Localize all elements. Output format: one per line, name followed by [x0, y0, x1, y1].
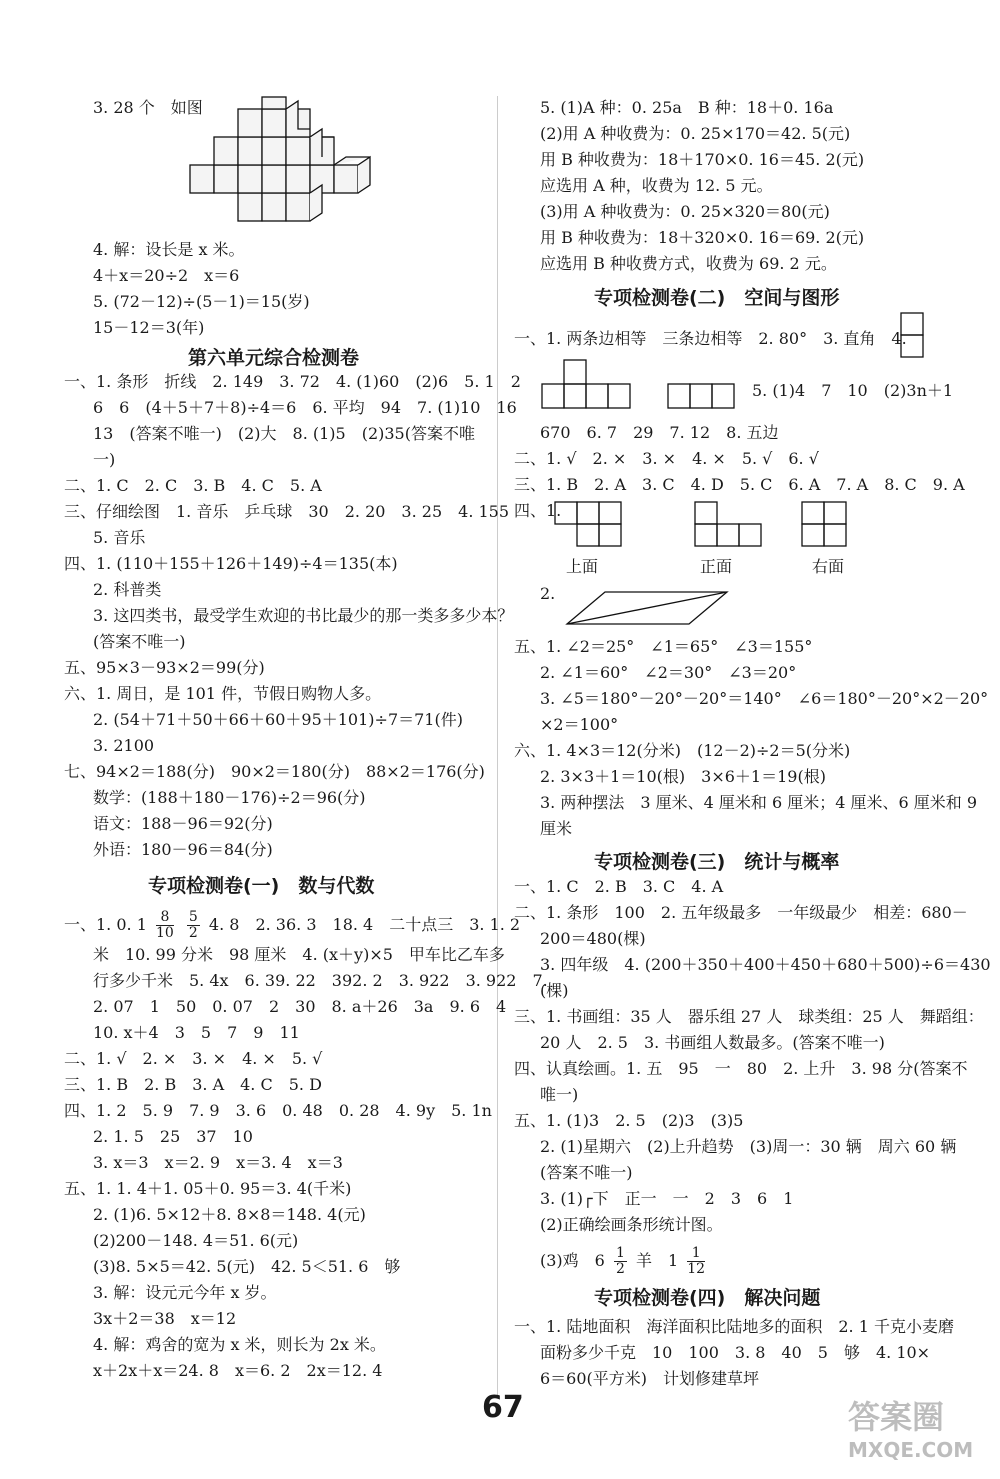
unit6-line: 六、1. 周日，是 101 件，节假日购物人多。: [64, 684, 382, 703]
section2-line: 2. 3×3＋1＝10(根) 3×6＋1＝19(根): [540, 767, 826, 786]
section3-text: (3)鸡 6: [540, 1251, 605, 1270]
section3-line: 唯一): [540, 1085, 579, 1104]
section2-line-6: 四、1.: [514, 501, 562, 520]
cube-stack-figure: [186, 95, 376, 228]
fraction-numerator: 8: [156, 910, 174, 926]
section1-line: (2)200－148. 4＝51. 6(元): [93, 1231, 299, 1250]
unit6-line: 2. 科普类: [93, 580, 162, 599]
unit6-line: 数学：(188＋180－176)÷2＝96(分): [93, 788, 366, 807]
section1-line: 2. 07 1 50 0. 07 2 30 8. a＋26 3a 9. 6 4: [93, 997, 507, 1016]
section2-line-3: 670 6. 7 29 7. 12 8. 五边: [540, 423, 779, 442]
section3-line: 一、1. C 2. B 3. C 4. A: [514, 877, 724, 896]
section1-text: 4. 8 2. 36. 3 18. 4 二十点三 3. 1. 2: [208, 915, 521, 934]
unit6-line: 5. 音乐: [93, 528, 146, 547]
section3-line: 四、认真绘画。1. 五 95 一 80 2. 上升 3. 98 分(答案不: [514, 1059, 968, 1078]
section3-line: 三、1. 书画组：35 人 器乐组 27 人 球类组：25 人 舞蹈组：: [514, 1007, 984, 1026]
section3-last-line: [540, 1246, 709, 1277]
right-top-line: (3)用 A 种收费为：0. 25×320＝80(元): [540, 202, 830, 221]
section1-line: 米 10. 99 分米 98 厘米 4. (x＋y)×5 甲车比乙车多: [93, 945, 505, 964]
unit6-line: 13 (答案不唯一) (2)大 8. (1)5 (2)35(答案不唯: [93, 424, 475, 443]
left-top-line-1: 4. 解：设长是 x 米。: [93, 240, 245, 259]
section4-title: 专项检测卷(四) 解决问题: [594, 1287, 821, 1309]
column-divider: [497, 96, 498, 1396]
view-label-top: 上面: [566, 557, 599, 576]
section3-line: 3. (1)┌下 正一 一 2 3 6 1: [540, 1189, 794, 1208]
unit6-line: 二、1. C 2. C 3. B 4. C 5. A: [64, 476, 322, 495]
fraction-denominator: 10: [155, 925, 174, 941]
fraction-denominator: 12: [687, 1261, 706, 1277]
section4-line: 面粉多少千克 10 100 3. 8 40 5 够 4. 10×: [540, 1343, 931, 1362]
section2-line-1: 一、1. 两条边相等 三条边相等 2. 80° 3. 直角 4.: [514, 329, 907, 348]
section3-line: (棵): [540, 981, 569, 1000]
unit6-line: (答案不唯一): [93, 632, 186, 651]
right-top-line: 用 B 种收费为：18＋320×0. 16＝69. 2(元): [540, 228, 865, 247]
fraction-denominator: 2: [615, 1261, 625, 1277]
section3-line: (答案不唯一): [540, 1163, 633, 1182]
section3-line: (2)正确绘画条形统计图。: [540, 1215, 723, 1234]
unit6-line: 三、仔细绘图 1. 音乐 乒乓球 30 2. 20 3. 25 4. 155: [64, 502, 510, 521]
left-top-line-3: 5. (72－12)÷(5－1)＝15(岁): [93, 292, 310, 311]
net-figure-1: [540, 358, 635, 412]
section3-line: 20 人 2. 5 3. 书画组人数最多。(答案不唯一): [540, 1033, 885, 1052]
section1-line: 三、1. B 2. B 3. A 4. C 5. D: [64, 1075, 322, 1094]
view-label-right: 右面: [812, 557, 845, 576]
section2-line: 2. ∠1＝60° ∠2＝30° ∠3＝20°: [540, 663, 797, 682]
unit6-line: 一、1. 条形 折线 2. 149 3. 72 4. (1)60 (2)6 5. 1 2: [64, 372, 521, 391]
section3-line: 200＝480(棵): [540, 929, 646, 948]
section2-line: 3. ∠5＝180°－20°－20°＝140° ∠6＝180°－20°×2－20°: [540, 689, 989, 708]
section3-line: 2. (1)星期六 (2)上升趋势 (3)周一：30 辆 周六 60 辆: [540, 1137, 957, 1156]
section1-line: (3)8. 5×5＝42. 5(元) 42. 5＜51. 6 够: [93, 1257, 401, 1276]
right-top-line: 应选用 B 种收费方式，收费为 69. 2 元。: [540, 254, 837, 273]
net-figure-2: [666, 382, 740, 410]
section1-line: 3. x＝3 x＝2. 9 x＝3. 4 x＝3: [93, 1153, 343, 1172]
section2-line: ×2＝100°: [540, 715, 619, 734]
section2-line-5: 三、1. B 2. A 3. C 4. D 5. C 6. A 7. A 8. C 9. A: [514, 475, 965, 494]
section1-line-1: [64, 910, 520, 941]
watermark-logo: 答案圈: [848, 1398, 945, 1436]
top-view-figure: [553, 500, 625, 550]
unit6-line: 2. (54＋71＋50＋66＋60＋95＋101)÷7＝71(件): [93, 710, 463, 729]
unit6-line: 6 6 (4＋5＋7＋8)÷4＝6 6. 平均 94 7. (1)10 16: [93, 398, 517, 417]
section1-line: 10. x＋4 3 5 7 9 11: [93, 1023, 300, 1042]
unit6-line: 一): [93, 450, 116, 469]
left-top-line-4: 15－12＝3(年): [93, 318, 205, 337]
front-view-figure: [693, 500, 765, 550]
section2-line: 厘米: [540, 819, 573, 838]
section1-line: 2. 1. 5 25 37 10: [93, 1127, 253, 1146]
section1-line: 3. 解：设元元今年 x 岁。: [93, 1283, 277, 1302]
section1-line: 二、1. √ 2. × 3. × 4. × 5. √: [64, 1049, 323, 1068]
fraction: [156, 910, 174, 941]
section4-line: 6＝60(平方米) 计划修建草坪: [540, 1369, 760, 1388]
right-top-line: 5. (1)A 种：0. 25a B 种：18＋0. 16a: [540, 98, 834, 117]
section1-line: 3x＋2＝38 x＝12: [93, 1309, 237, 1328]
section1-line: 五、1. 1. 4＋1. 05＋0. 95＝3. 4(千米): [64, 1179, 352, 1198]
right-top-line: 用 B 种收费为：18＋170×0. 16＝45. 2(元): [540, 150, 865, 169]
right-top-line: 应选用 A 种，收费为 12. 5 元。: [540, 176, 773, 195]
fraction: [187, 910, 200, 941]
fraction-numerator: 1: [687, 1246, 705, 1262]
right-top-line: (2)用 A 种收费为：0. 25×170＝42. 5(元): [540, 124, 851, 143]
fraction-numerator: 5: [188, 909, 198, 925]
view-label-front: 正面: [700, 557, 733, 576]
section1-line: 4. 解：鸡舍的宽为 x 米，则长为 2x 米。: [93, 1335, 386, 1354]
unit6-line: 四、1. (110＋155＋126＋149)÷4＝135(本): [64, 554, 398, 573]
unit6-line: 3. 2100: [93, 736, 155, 755]
fraction-denominator: 2: [188, 925, 198, 941]
section3-line: 3. 四年级 4. (200＋350＋400＋450＋680＋500)÷6＝430: [540, 955, 991, 974]
section2-line-2: 5. (1)4 7 10 (2)3n＋1: [752, 381, 954, 400]
unit6-title: 第六单元综合检测卷: [188, 347, 360, 369]
section3-title: 专项检测卷(三) 统计与概率: [594, 851, 840, 873]
section1-title: 专项检测卷(一) 数与代数: [148, 875, 375, 897]
right-view-figure: [800, 500, 850, 550]
left-top-line-2: 4＋x＝20÷2 x＝6: [93, 266, 240, 285]
section3-text: 羊 1: [635, 1251, 679, 1270]
fraction: [687, 1246, 705, 1277]
page-number: 67: [482, 1390, 524, 1425]
unit6-line: 七、94×2＝188(分) 90×2＝180(分) 88×2＝176(分): [64, 762, 485, 781]
section2-line: 3. 两种摆法 3 厘米、4 厘米和 6 厘米；4 厘米、6 厘米和 9: [540, 793, 978, 812]
item-3-label: 3. 28 个 如图: [93, 98, 203, 117]
fraction-numerator: 1: [615, 1245, 625, 1261]
unit6-line: 语文：188－96＝92(分): [93, 814, 273, 833]
section3-line: 二、1. 条形 100 2. 五年级最多 一年级最少 相差：680－: [514, 903, 968, 922]
section2-title: 专项检测卷(二) 空间与图形: [594, 287, 840, 309]
section4-line: 一、1. 陆地面积 海洋面积比陆地多的面积 2. 1 千克小麦磨: [514, 1317, 954, 1336]
parallelogram-figure: [545, 588, 730, 628]
unit6-line: 3. 这四类书，最受学生欢迎的书比最少的那一类多多少本？: [93, 606, 514, 625]
section1-line: 四、1. 2 5. 9 7. 9 3. 6 0. 48 0. 28 4. 9y 5. 1n: [64, 1101, 492, 1120]
section1-line: 行多少千米 5. 4x 6. 39. 22 392. 2 3. 922 3. 922 7.: [93, 971, 548, 990]
section1-line: 2. (1)6. 5×12＋8. 8×8＝148. 4(元): [93, 1205, 366, 1224]
unit6-line: 外语：180－96＝84(分): [93, 840, 273, 859]
section2-line: 五、1. ∠2＝25° ∠1＝65° ∠3＝155°: [514, 637, 813, 656]
section1-line: x＋2x＋x＝24. 8 x＝6. 2 2x＝12. 4: [93, 1361, 383, 1380]
stacked-squares-figure: [900, 312, 924, 360]
section3-line: 五、1. (1)3 2. 5 (2)3 (3)5: [514, 1111, 744, 1130]
section2-line-4: 二、1. √ 2. × 3. × 4. × 5. √ 6. √: [514, 449, 819, 468]
section1-text: 一、1. 0. 1: [64, 915, 147, 934]
section2-line: 六、1. 4×3＝12(分米) (12－2)÷2＝5(分米): [514, 741, 851, 760]
fraction: [614, 1246, 627, 1277]
section2-line-7: 2.: [540, 584, 556, 603]
watermark-url: MXQE.COM: [848, 1438, 974, 1462]
unit6-line: 五、95×3－93×2＝99(分): [64, 658, 265, 677]
